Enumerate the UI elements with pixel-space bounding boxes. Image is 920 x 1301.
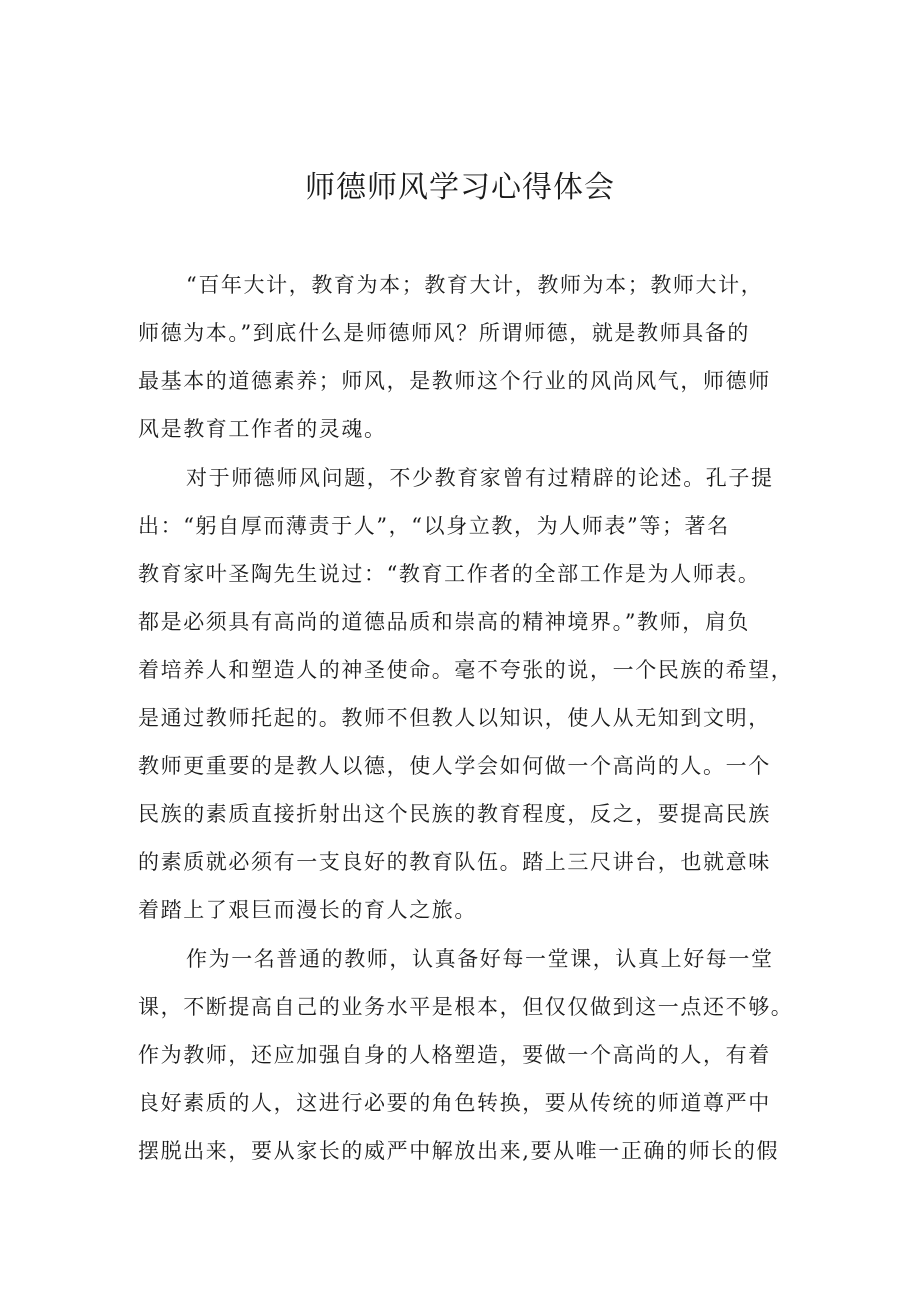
paragraph-line: 课，不断提高自己的业务水平是根本，但仅仅做到这一点还不够。 [138, 995, 794, 1019]
paragraph-line: 都是必须具有高尚的道德品质和崇高的精神境界。”教师，肩负 [138, 610, 751, 634]
paragraph-line: 教育家叶圣陶先生说过：“教育工作者的全部工作是为人师表。 [138, 562, 761, 586]
paragraph-line: 着踏上了艰巨而漫长的育人之旅。 [138, 898, 477, 922]
paragraph-line: 最基本的道德素养；师风，是教师这个行业的风尚风气，师德师 [138, 369, 771, 393]
paragraph-line: 着培养人和塑造人的神圣使命。毫不夸张的说，一个民族的希望， [138, 658, 794, 682]
paragraph-line: 师德为本。”到底什么是师德师风？所谓师德，就是教师具备的 [138, 321, 751, 345]
paragraph-line: 良好素质的人，这进行必要的角色转换，要从传统的师道尊严中 [138, 1091, 771, 1115]
paragraph-line: 风是教育工作者的灵魂。 [138, 417, 387, 441]
paragraph-3 [138, 935, 802, 1175]
document-title: 师德师风学习心得体会 [305, 170, 615, 205]
paragraph-line: 教师更重要的是教人以德，使人学会如何做一个高尚的人。一个 [138, 754, 771, 778]
paragraph-line: 对于师德师风问题，不少教育家曾有过精辟的论述。孔子提 [186, 466, 774, 490]
paragraph-line: 作为一名普通的教师，认真备好每一堂课，认真上好每一堂 [186, 947, 774, 971]
paragraph-line: 民族的素质直接折射出这个民族的教育程度，反之，要提高民族 [138, 802, 771, 826]
paragraph-line: 作为教师，还应加强自身的人格塑造，要做一个高尚的人，有着 [138, 1043, 771, 1067]
paragraph-line: 摆脱出来，要从家长的威严中解放出来,要从唯一正确的师长的假 [138, 1139, 780, 1163]
paragraph-line: 是通过教师托起的。教师不但教人以知识，使人从无知到文明， [138, 706, 771, 730]
paragraph-line: 的素质就必须有一支良好的教育队伍。踏上三尺讲台，也就意味 [138, 850, 771, 874]
paragraph-1 [138, 261, 802, 453]
paragraph-line: 出：“躬自厚而薄责于人”，“以身立教，为人师表”等；著名 [138, 514, 730, 538]
paragraph-line: “百年大计，教育为本；教育大计，教师为本；教师大计， [186, 273, 764, 297]
paragraph-2 [138, 454, 802, 934]
